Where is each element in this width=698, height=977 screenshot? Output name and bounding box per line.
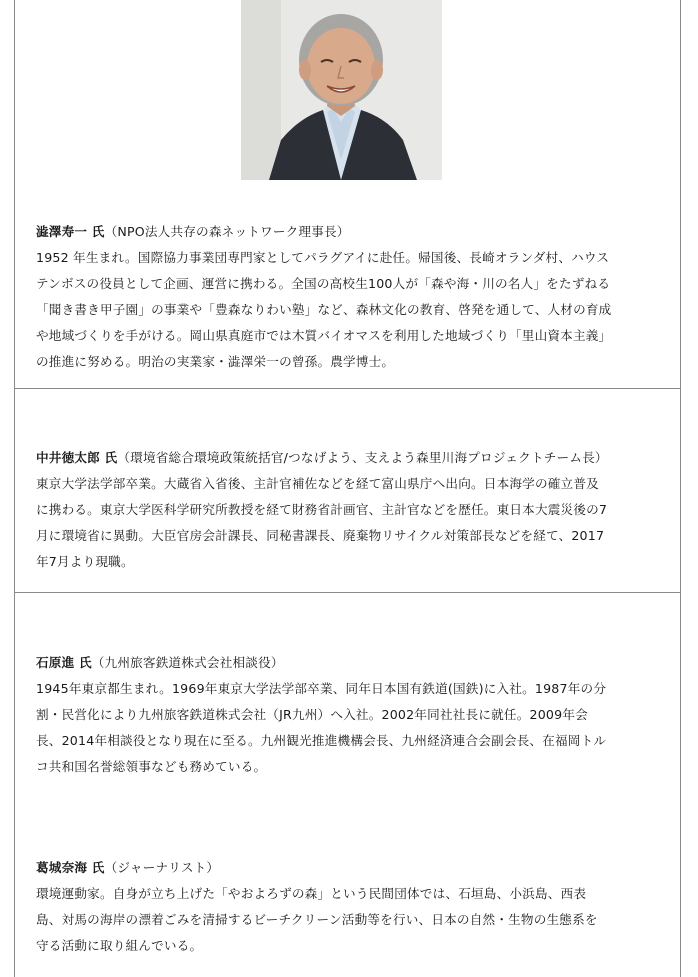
bio-line: 1945年東京都生まれ。1969年東京大学法学部卒業、同年日本国有鉄道(国鉄)に入社。1987年の分 [36, 681, 607, 696]
bio-line: に携わる。東京大学医科学研究所教授を経て財務省計画官、主計官などを歴任。東日本大震災後の7 [36, 502, 608, 517]
person-name: 中井徳太郎 氏 [36, 450, 118, 465]
bio-line: 環境運動家。自身が立ち上げた「やおよろずの森」という民間団体では、石垣島、小浜島、西表 [36, 886, 587, 901]
profile-heading [36, 650, 666, 676]
person-bio [36, 881, 666, 959]
person-name: 石原進 氏 [36, 655, 92, 670]
bio-line: 島、対馬の海岸の漂着ごみを清掃するビーチクリーン活動等を行い、日本の自然・生物の生態系を [36, 912, 598, 927]
person-title: （NPO法人共存の森ネットワーク理事長） [104, 224, 350, 239]
bio-line: テンボスの役員として企画、運営に携わる。全国の高校生100人が「森や海・川の名人」をたずねる [36, 276, 611, 291]
person-name: 澁澤寿一 氏 [36, 224, 105, 239]
person-name: 葛城奈海 氏 [36, 860, 105, 875]
bio-line: の推進に努める。明治の実業家・澁澤栄一の曾孫。農学博士。 [36, 354, 395, 369]
person-title: （環境省総合環境政策統括官/つなげよう、支えよう森里川海プロジェクトチーム長） [117, 450, 608, 465]
bio-line: 月に環境省に異動。大臣官房会計課長、同秘書課長、廃棄物リサイクル対策部長などを経て、2017 [36, 528, 605, 543]
bio-line: 東京大学法学部卒業。大蔵省入省後、主計官補佐などを経て富山県庁へ出向。日本海学の確立普及 [36, 476, 599, 491]
profile-ishihara [36, 650, 666, 780]
bio-line: 長、2014年相談役となり現在に至る。九州観光推進機構会長、九州経済連合会副会長、在福岡トル [36, 733, 607, 748]
person-bio [36, 471, 666, 575]
bio-line: や地域づくりを手がける。岡山県真庭市では木質バイオマスを利用した地域づくり「里山資本主義」 [36, 328, 612, 343]
section-divider [14, 592, 681, 593]
person-bio [36, 676, 666, 780]
person-title: （ジャーナリスト） [104, 860, 220, 875]
profile-nakai [36, 445, 666, 575]
bio-line: 割・民営化により九州旅客鉄道株式会社（JR九州）へ入社。2002年同社社長に就任。2009年会 [36, 707, 588, 722]
profile-heading [36, 855, 666, 881]
bio-line: 守る活動に取り組んでいる。 [36, 938, 203, 953]
bio-line: コ共和国名誉総領事なども務めている。 [36, 759, 267, 774]
person-title: （九州旅客鉄道株式会社相談役） [91, 655, 284, 670]
section-divider [14, 388, 681, 389]
bio-line: 年7月より現職。 [36, 554, 134, 569]
bio-line: 「聞き書き甲子園」の事業や「豊森なりわい塾」など、森林文化の教育、啓発を通して、人材の育成 [36, 302, 612, 317]
profile-shibusawa [36, 219, 666, 375]
bio-line: 1952 年生まれ。国際協力事業団専門家としてパラグアイに赴任。帰国後、長崎オランダ村、ハウス [36, 250, 610, 265]
profile-heading [36, 445, 666, 471]
profile-heading [36, 219, 666, 245]
person-bio [36, 245, 666, 375]
profile-katsuragi [36, 855, 666, 959]
portrait-photo [241, 0, 442, 180]
